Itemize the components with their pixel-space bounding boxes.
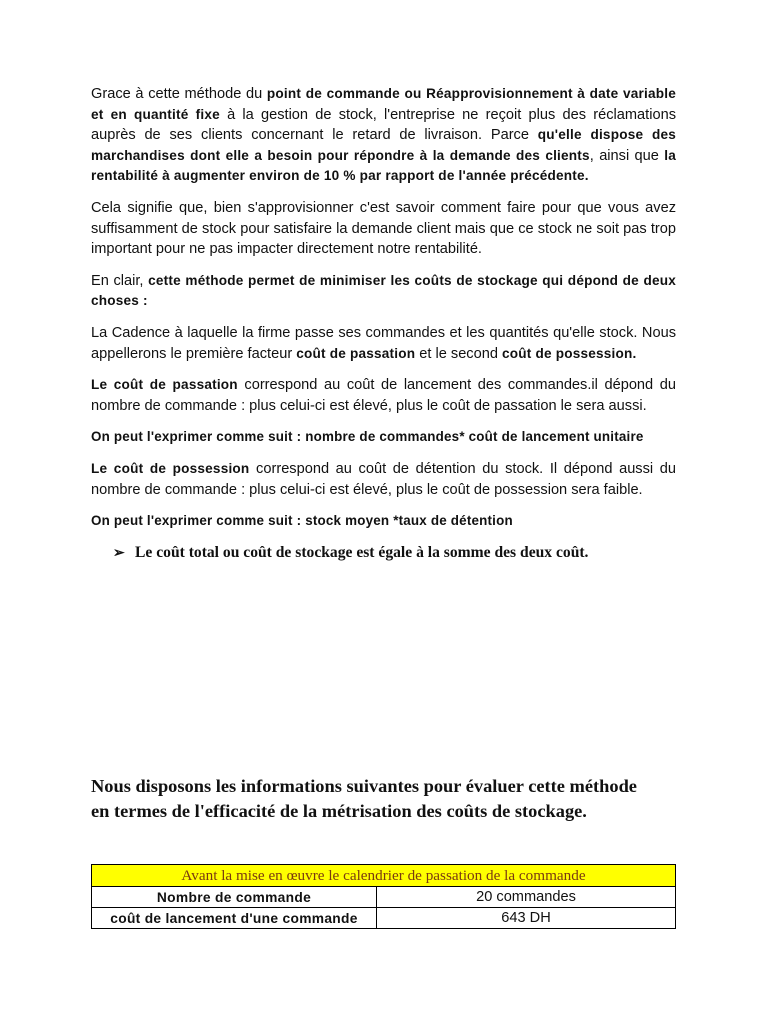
formula-passation: On peut l'exprimer comme suit : nombre de commandes* coût de lancement unitaire: [91, 429, 644, 445]
table-label-cell: coût de lancement d'une commande: [92, 908, 377, 929]
table-caption: Avant la mise en œuvre le calendrier de passation de la commande: [92, 865, 676, 887]
text-run: à la gestion de stock, l'entreprise ne reçoit plus des réclamations auprès de ses clients concernant le retard de livraison. Parce: [91, 106, 676, 144]
text-run: En clair,: [91, 272, 149, 289]
bullet-text: Le coût total ou coût de stockage est égale à la somme des deux coût.: [135, 543, 589, 561]
bold-run: coût de possession.: [502, 345, 637, 361]
text-run: Grace à cette méthode du: [91, 86, 267, 102]
table-row: [92, 908, 676, 929]
paragraph-1: [91, 84, 676, 187]
table-value-cell: 643 DH: [377, 908, 676, 929]
bold-run: qu'elle dispose des marchandises dont elle a besoin pour répondre à la demande des clients: [91, 127, 676, 163]
paragraph-3: [91, 271, 676, 312]
paragraph-5: [91, 375, 676, 416]
table-row: [92, 887, 676, 908]
arrowhead-bullet-icon: ➢: [113, 545, 125, 561]
table-caption-row: [92, 865, 676, 887]
text-run: correspond au coût de détention du stock. Il dépond aussi du nombre de commande : plus celui-ci est élevé, plus le coût de possession sera faible.: [91, 460, 676, 498]
paragraph-6: [91, 459, 676, 500]
bold-run: Le coût de possession: [91, 460, 250, 476]
bold-run: cette méthode permet de minimiser les coûts de stockage qui dépond de deux choses :: [91, 272, 676, 309]
table-label-cell: Nombre de commande: [92, 887, 377, 908]
paragraph-2: [91, 198, 676, 260]
text-run: Cela signifie que, bien s'approvisionner c'est savoir comment faire pour que vous avez suffisamment de stock pour satisfaire la demande client mais que ce stock ne soit pas trop important pour ne pas impacter directement notre rentabilité.: [91, 199, 676, 258]
bold-run: Le coût de passation: [91, 377, 238, 393]
text-run: , ainsi que: [589, 147, 665, 164]
formula-possession: On peut l'exprimer comme suit : stock moyen *taux de détention: [91, 513, 513, 529]
table-value-cell: 20 commandes: [377, 887, 676, 908]
paragraph-4: [91, 323, 676, 364]
bold-run: point de commande ou Réapprovisionnement à date variable et en quantité fixe: [91, 86, 677, 122]
text-run: correspond au coût de lancement des commandes.il dépond du nombre de commande : plus celui-ci est élevé, plus le coût de passation le sera aussi.: [91, 377, 676, 414]
bold-run: coût de passation: [296, 345, 416, 361]
info-table: [91, 864, 676, 929]
document-body: [91, 84, 676, 564]
text-run: La Cadence à laquelle la firme passe ses commandes et les quantités qu'elle stock. Nous appellerons le première facteur: [91, 324, 676, 362]
bullet-item: [113, 543, 676, 565]
section-heading: Nous disposons les informations suivantes pour évaluer cette méthode en termes de l'efficacité de la métrisation des coûts de stockage.: [91, 776, 637, 821]
bold-run: la rentabilité à augmenter environ de 10 % par rapport de l'année précédente.: [91, 147, 676, 184]
text-run: et le second: [415, 345, 503, 362]
